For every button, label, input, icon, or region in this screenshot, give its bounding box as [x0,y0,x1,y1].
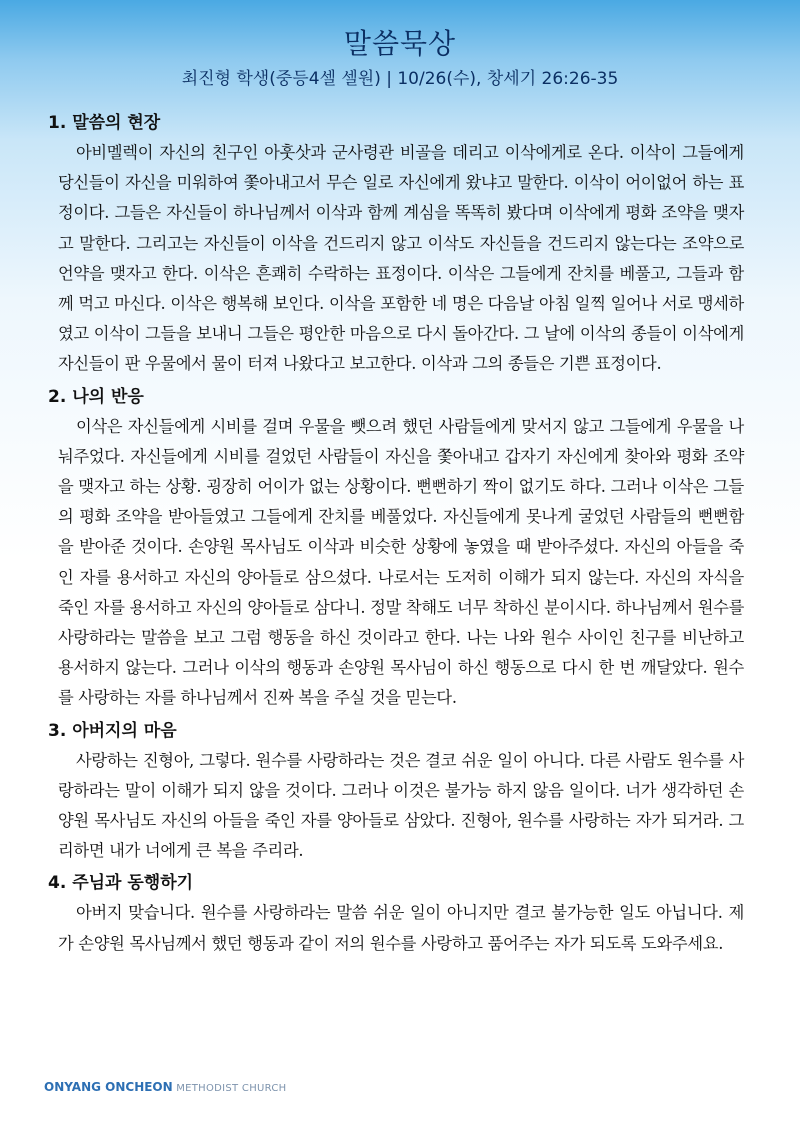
section-text: 사랑하는 진형아, 그렇다. 원수를 사랑하라는 것은 결코 쉬운 일이 아니다. 다른 사람도 원수를 사랑하라는 말이 이해가 되지 않을 것이다. 그러나 이것은 불가능 하지 않음 일이다. 너가 생각하던 손양원 목사님도 자신의 아들을 죽인 자를 양아들로 삼았다. 진형아, 원수를 사랑하는 자가 되거라. 그리하면 내가 너에게 큰 복을 주리라. [58,750,744,861]
page-subtitle: 최진형 학생(중등4셀 셀원) | 10/26(수), 창세기 26:26-35 [181,69,619,89]
page-title: 말씀묵상 [343,27,457,60]
section-title: 2. 나의 반응 [48,386,144,407]
section-my-response [48,382,744,714]
church-subtitle: METHODIST CHURCH [176,1083,287,1094]
church-logo [44,1080,287,1094]
section-text: 아비멜렉이 자신의 친구인 아훗삿과 군사령관 비골을 데리고 이삭에게로 온다. 이삭이 그들에게 당신들이 자신을 미워하여 쫓아내고서 무슨 일로 자신에게 왔냐고 말한다. 이삭이 어이없어 하는 표정이다. 그들은 자신들이 하나님께서 이삭과 함께 계심을 똑똑히 봤다며 이삭에게 평화 조약을 맺자고 말한다. 그리고는 자신들이 이삭을 건드리지 않고 이삭도 자신들을 건드리지 않는다는 조약으로 언약을 맺자고 한다. 이삭은 흔쾌히 수락하는 표정이다. 이삭은 그들에게 잔치를 베풀고, 그들과 함께 먹고 마신다. 이삭은 행복해 보인다. 이삭을 포함한 네 명은 다음날 아침 일찍 일어나 서로 맹세하였고 이삭이 그들을 보내니 그들은 평안한 마음으로 다시 돌아간다. 그 날에 이삭의 종들이 이삭에게 자신들이 판 우물에서 물이 터져 나왔다고 보고한다. 이삭과 그의 종들은 기쁜 표정이다. [58,143,744,374]
section-fathers-heart [48,716,744,867]
section-text: 아버지 맞습니다. 원수를 사랑하라는 말씀 쉬운 일이 아니지만 결코 불가능한 일도 아닙니다. 제가 손양원 목사님께서 했던 행동과 같이 저의 원수를 사랑하고 품어주는 자가 되도록 도와주세요. [58,903,744,953]
church-name: ONYANG ONCHEON [44,1080,173,1094]
document-body [48,108,744,961]
section-title: 1. 말씀의 현장 [48,113,161,133]
section-text: 이삭은 자신들에게 시비를 걸며 우물을 뺏으려 했던 사람들에게 맞서지 않고 그들에게 우물을 나눠주었다. 자신들에게 시비를 걸었던 사람들이 자신을 쫓아내고 갑자기 자신에게 찾아와 평화 조약을 맺자고 하는 상황. 굉장히 어이가 없는 상황이다. 뻔뻔하기 짝이 없기도 하다. 그러나 이삭은 그들의 평화 조약을 받아들였고 그들에게 잔치를 베풀었다. 자신들에게 못나게 굴었던 사람들의 뻔뻔함을 받아준 것이다. 손양원 목사님도 이삭과 비슷한 상황에 놓였을 때 받아주셨다. 자신의 아들을 죽인 자를 용서하고 자신의 양아들로 삼으셨다. 나로서는 도저히 이해가 되지 않는다. 자신의 자식을 죽인 자를 용서하고 자신의 양아들로 삼다니. 정말 착해도 너무 착하신 분이시다. 하나님께서 원수를 사랑하라는 말씀을 보고 그럼 행동을 하신 것이라고 한다. 나는 나와 원수 사이인 친구를 비난하고 용서하지 않는다. 그러나 이삭의 행동과 손양원 목사님이 하신 행동으로 다시 한 번 깨달았다. 원수를 사랑하는 자를 하나님께서 진짜 복을 주실 것을 믿는다. [58,416,744,708]
section-title: 3. 아버지의 마음 [48,720,177,741]
page-header [0,0,800,100]
section-title: 4. 주님과 동행하기 [48,873,194,894]
section-scene [48,108,744,380]
section-walk-with-lord [48,868,744,958]
